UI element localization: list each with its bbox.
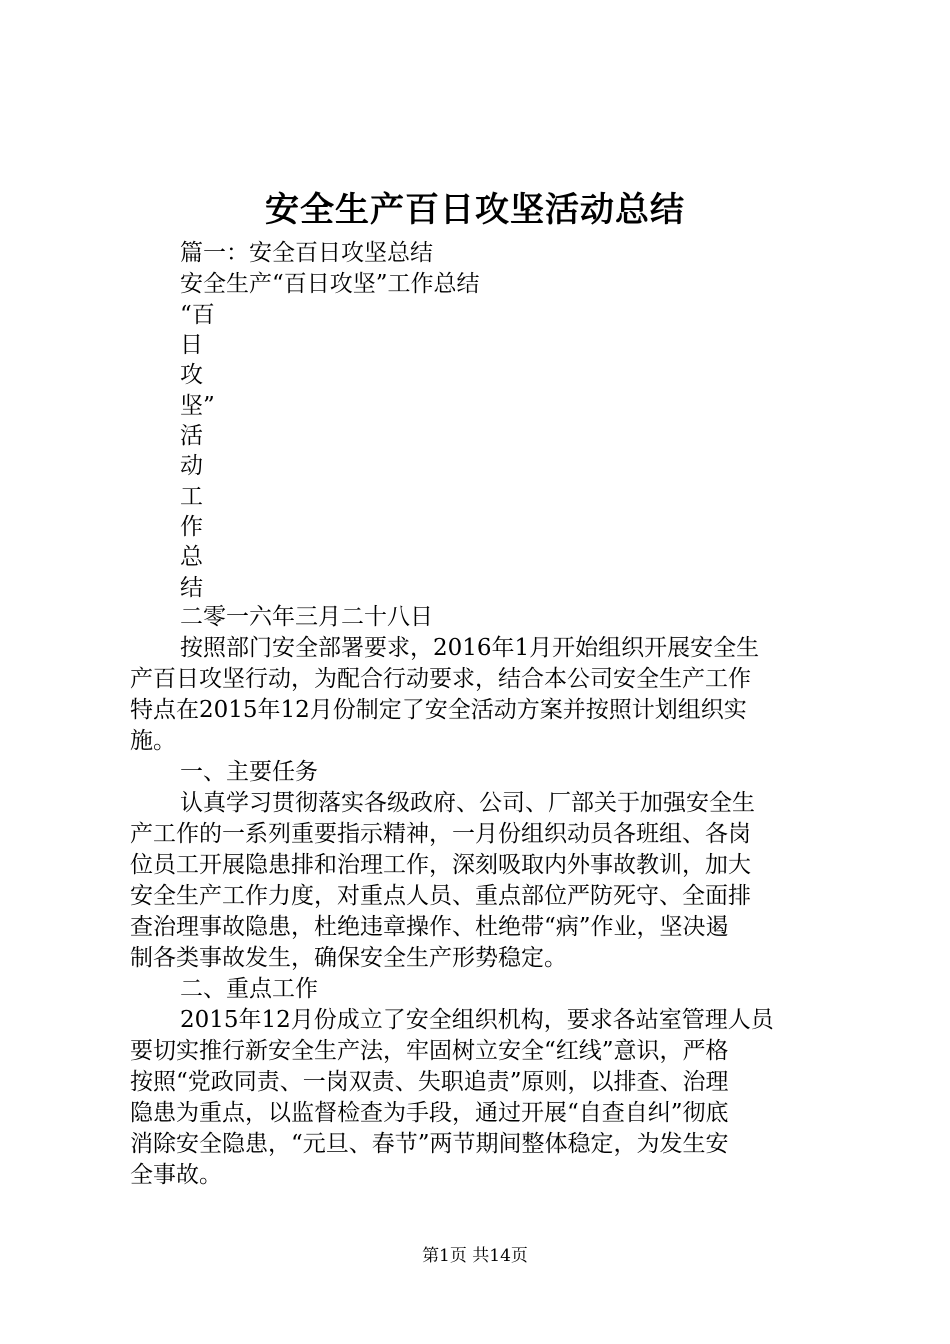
vertical-char: 结 [180, 575, 203, 601]
paragraph-line: 全事故。 [130, 1162, 222, 1188]
paragraph-line: 产工作的一系列重要指示精神，一月份组织动员各班组、各岗 [130, 821, 751, 847]
vertical-char: 工 [180, 484, 203, 510]
paragraph-line: 消除安全隐患，“元旦、春节”两节期间整体稳定，为发生安 [130, 1131, 729, 1157]
paragraph-line: 产百日攻坚行动，为配合行动要求，结合本公司安全生产工作 [130, 666, 751, 692]
subtitle-line: 安全生产“百日攻坚”工作总结 [180, 271, 480, 297]
paragraph-line: 制各类事故发生，确保安全生产形势稳定。 [130, 945, 567, 971]
paragraph-line: 按照部门安全部署要求，2016年1月开始组织开展安全生 [180, 635, 760, 661]
vertical-char: 作 [180, 514, 203, 540]
paragraph-line: 认真学习贯彻落实各级政府、公司、厂部关于加强安全生 [180, 790, 755, 816]
vertical-char: 活 [180, 423, 203, 449]
vertical-char: 日 [180, 332, 203, 358]
paragraph-line: 施。 [130, 728, 176, 754]
section-heading: 一、主要任务 [180, 759, 318, 785]
paragraph-line: 安全生产工作力度，对重点人员、重点部位严防死守、全面排 [130, 883, 751, 909]
vertical-char: 总 [180, 544, 203, 570]
vertical-char: 动 [180, 453, 203, 479]
paragraph-line: 特点在2015年12月份制定了安全活动方案并按照计划组织实 [130, 697, 747, 723]
vertical-char: 坚” [180, 393, 215, 419]
vertical-char: 攻 [180, 362, 203, 388]
date-line: 二零一六年三月二十八日 [180, 604, 433, 630]
document-title: 安全生产百日攻坚活动总结 [265, 190, 685, 230]
section-heading: 篇一：安全百日攻坚总结 [180, 240, 433, 266]
paragraph-line: 隐患为重点，以监督检查为手段，通过开展“自查自纠”彻底 [130, 1100, 729, 1126]
section-heading: 二、重点工作 [180, 976, 318, 1002]
paragraph-line: 要切实推行新安全生产法，牢固树立安全“红线”意识，严格 [130, 1038, 729, 1064]
paragraph-line: 位员工开展隐患排和治理工作，深刻吸取内外事故教训，加大 [130, 852, 751, 878]
paragraph-line: 查治理事故隐患，杜绝违章操作、杜绝带“病”作业，坚决遏 [130, 914, 729, 940]
page-footer: 第1页 共14页 [422, 1246, 528, 1266]
paragraph-line: 2015年12月份成立了安全组织机构，要求各站室管理人员 [180, 1007, 774, 1033]
paragraph-line: 按照“党政同责、一岗双责、失职追责”原则，以排查、治理 [130, 1069, 729, 1095]
vertical-char: “百 [180, 302, 215, 328]
